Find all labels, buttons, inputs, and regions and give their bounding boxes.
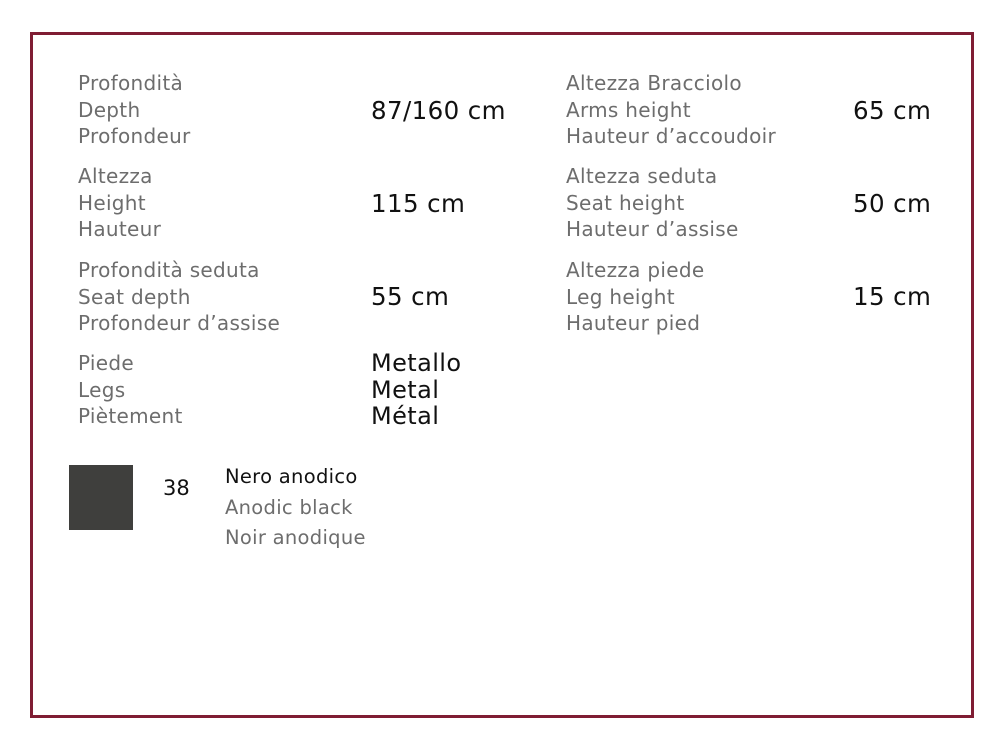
spec-height	[78, 163, 161, 243]
label-fr: Hauteur d’assise	[566, 217, 739, 241]
finish-code: 38	[163, 476, 190, 500]
label-en: Depth	[78, 97, 141, 122]
spec-seat-depth	[78, 257, 280, 337]
value-height: 115 cm	[371, 189, 466, 218]
label-en: Height	[78, 190, 146, 215]
label-fr: Piètement	[78, 404, 183, 428]
label-fr: Profondeur	[78, 124, 191, 148]
label-en: Leg height	[566, 284, 675, 309]
finish-it: Nero anodico	[225, 465, 358, 488]
label-en: Legs	[78, 377, 126, 402]
spec-seat-height	[566, 163, 739, 243]
legs-material	[371, 350, 461, 430]
finish-en: Anodic black	[225, 495, 353, 519]
label-it: Altezza	[78, 164, 153, 188]
label-fr: Hauteur pied	[566, 311, 701, 335]
material-en: Metal	[371, 375, 440, 404]
finish-names	[225, 462, 366, 554]
material-it: Metallo	[371, 349, 462, 377]
value-seat-height: 50 cm	[853, 189, 932, 218]
spec-legs	[78, 350, 183, 430]
value-seat-depth: 55 cm	[371, 282, 450, 311]
label-it: Altezza seduta	[566, 164, 718, 188]
color-swatch	[69, 465, 133, 530]
label-it: Profondità	[78, 71, 184, 95]
label-it: Piede	[78, 351, 134, 375]
label-en: Seat depth	[78, 284, 191, 309]
spec-leg-height	[566, 257, 704, 337]
material-fr: Métal	[371, 402, 440, 430]
label-en: Arms height	[566, 97, 691, 122]
value-depth: 87/160 cm	[371, 96, 506, 125]
label-it: Altezza Bracciolo	[566, 71, 742, 95]
label-fr: Profondeur d’assise	[78, 311, 281, 335]
label-en: Seat height	[566, 190, 685, 215]
finish-fr: Noir anodique	[225, 526, 366, 549]
label-it: Profondità seduta	[78, 258, 260, 282]
label-fr: Hauteur d’accoudoir	[566, 124, 776, 148]
label-fr: Hauteur	[78, 217, 162, 241]
label-it: Altezza piede	[566, 258, 705, 282]
value-arms-height: 65 cm	[853, 96, 932, 125]
value-leg-height: 15 cm	[853, 282, 932, 311]
spec-depth	[78, 70, 191, 150]
spec-arms-height	[566, 70, 776, 150]
